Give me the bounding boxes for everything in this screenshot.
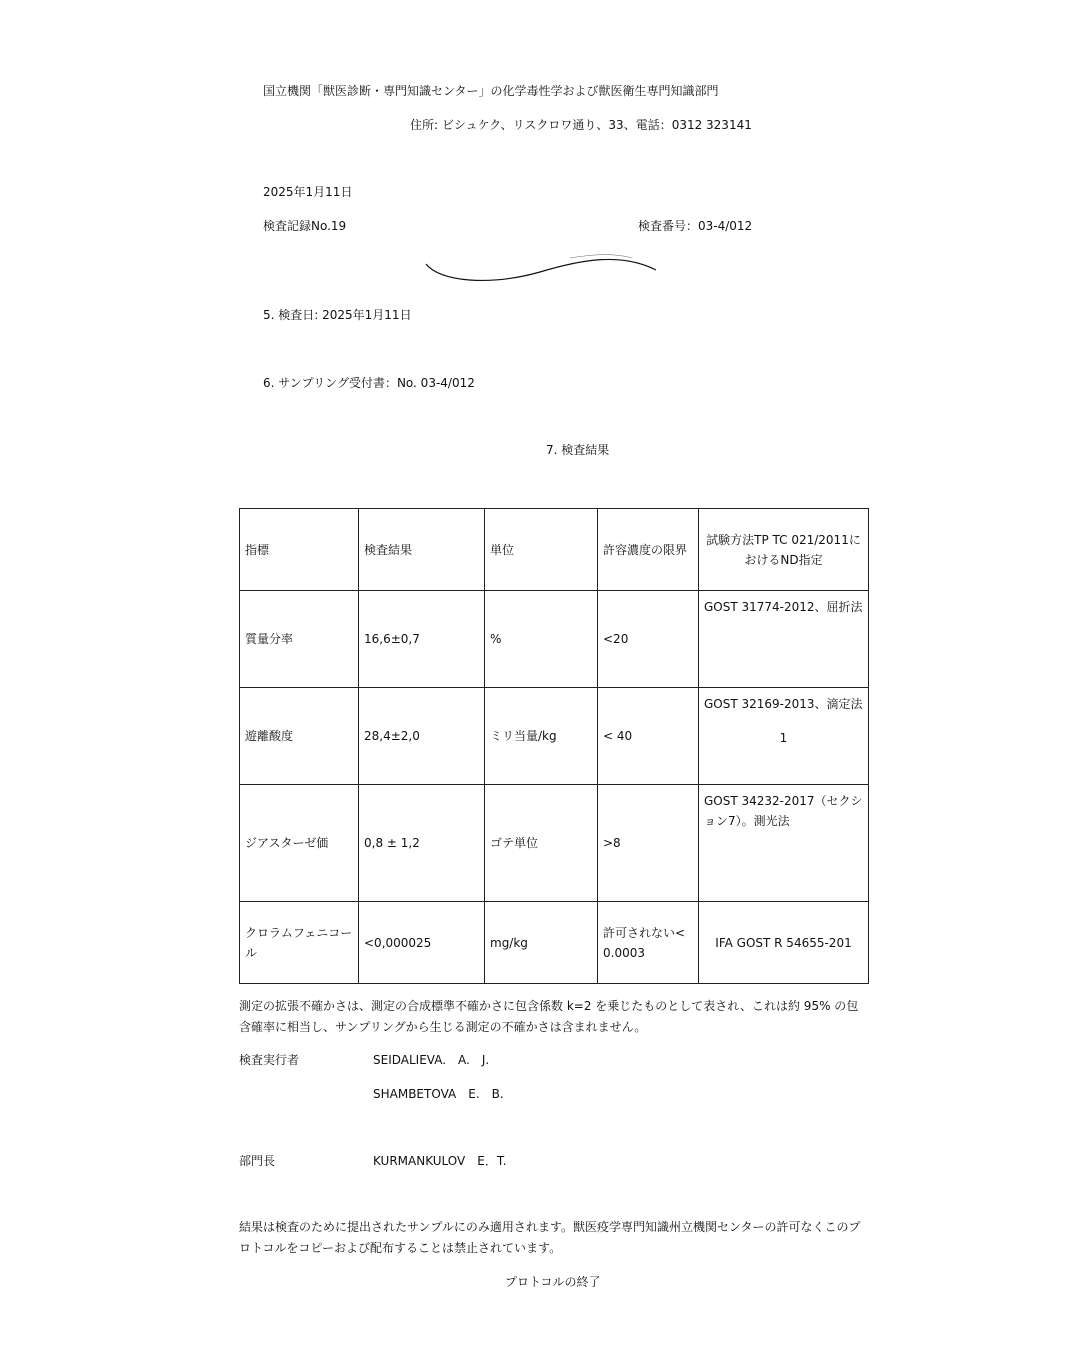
result-cell: 28,4±2,0 bbox=[359, 688, 485, 785]
limit-cell: 許可されない<0.0003 bbox=[598, 902, 699, 984]
table-row bbox=[240, 688, 869, 785]
results-heading: 7. 検査結果 bbox=[546, 443, 610, 457]
address-line: 住所: ビシュケク、リスクロワ通り、33、電話：0312 323141 bbox=[410, 118, 752, 132]
header-limit: 許容濃度の限界 bbox=[598, 509, 699, 591]
inspector-name-1: SEIDALIEVA. A. J. bbox=[373, 1053, 490, 1067]
header-indicator: 指標 bbox=[240, 509, 359, 591]
table-row bbox=[240, 902, 869, 984]
table-row bbox=[240, 785, 869, 902]
signature bbox=[420, 250, 660, 290]
inspection-date: 5. 検査日: 2025年1月11日 bbox=[263, 308, 412, 322]
header-method: 試験方法TP TC 021/2011におけるND指定 bbox=[699, 509, 869, 591]
method-cell: GOST 34232-2017（セクション7）。測光法 bbox=[699, 785, 869, 902]
disclaimer: 結果は検査のために提出されたサンプルにのみ適用されます。獣医疫学専門知識州立機関センターの許可なくこのプロトコルをコピーおよび配布することは禁止されています。 bbox=[239, 1220, 861, 1255]
record-date: 2025年1月11日 bbox=[263, 185, 353, 199]
result-cell: <0,000025 bbox=[359, 902, 485, 984]
unit-cell: ミリ当量/kg bbox=[485, 688, 598, 785]
record-number: 検査記録No.19 bbox=[263, 219, 347, 233]
results-table bbox=[239, 508, 869, 984]
result-cell: 0,8 ± 1,2 bbox=[359, 785, 485, 902]
indicator-cell: 遊離酸度 bbox=[240, 688, 359, 785]
indicator-cell: クロラムフェニコール bbox=[240, 902, 359, 984]
method-note: 1 bbox=[779, 731, 788, 745]
indicator-cell: ジアスターゼ価 bbox=[240, 785, 359, 902]
limit-cell: <20 bbox=[598, 591, 699, 688]
limit-cell: < 40 bbox=[598, 688, 699, 785]
institution-header: 国立機関「獣医診断・専門知識センター」の化学毒性学および獣医衛生専門知識部門 bbox=[263, 84, 719, 98]
inspector-label: 検査実行者 bbox=[239, 1053, 300, 1067]
table-header-row bbox=[240, 509, 869, 591]
method-cell: GOST 31774-2012、屈折法 bbox=[699, 591, 869, 688]
department-head-label: 部門長 bbox=[239, 1154, 276, 1168]
method-text: GOST 32169-2013、滴定法 bbox=[704, 697, 863, 711]
table-row bbox=[240, 591, 869, 688]
indicator-cell: 質量分率 bbox=[240, 591, 359, 688]
result-cell: 16,6±0,7 bbox=[359, 591, 485, 688]
header-result: 検査結果 bbox=[359, 509, 485, 591]
unit-cell: ゴテ単位 bbox=[485, 785, 598, 902]
protocol-end: プロトコルの終了 bbox=[505, 1275, 601, 1289]
uncertainty-note: 測定の拡張不確かさは、測定の合成標準不確かさに包含係数 k=2 を乗じたものとして表され、これは約 95% の包含確率に相当し、サンプリングから生じる測定の不確かさは含まれません。 bbox=[239, 999, 859, 1034]
inspector-name-2: SHAMBETOVA E. B. bbox=[373, 1087, 504, 1101]
unit-cell: mg/kg bbox=[485, 902, 598, 984]
inspection-number: 検査番号：03-4/012 bbox=[638, 219, 753, 233]
limit-cell: >8 bbox=[598, 785, 699, 902]
unit-cell: % bbox=[485, 591, 598, 688]
method-cell bbox=[699, 688, 869, 785]
method-cell: IFA GOST R 54655-201 bbox=[699, 902, 869, 984]
department-head-name: KURMANKULOV E．T. bbox=[373, 1154, 507, 1168]
sampling-receipt: 6. サンプリング受付書：No. 03-4/012 bbox=[263, 376, 475, 390]
header-unit: 単位 bbox=[485, 509, 598, 591]
